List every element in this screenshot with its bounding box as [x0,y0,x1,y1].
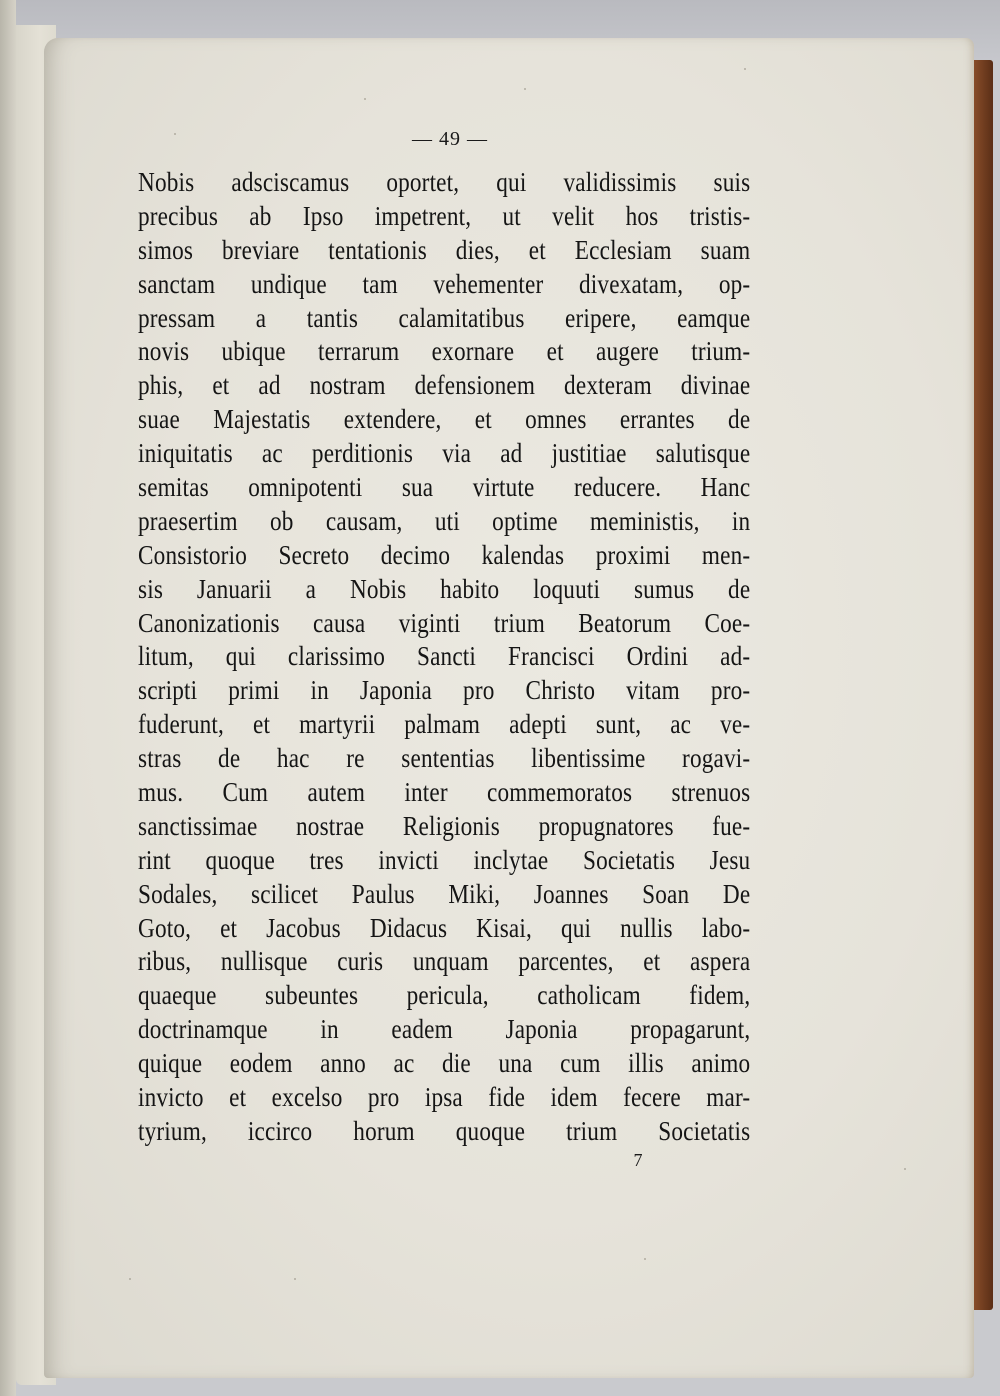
text-line: invicto et excelso pro ipsa fide idem fecere mar- [138,1082,751,1113]
text-line: Canonizationis causa viginti trium Beatorum Coe- [138,607,751,638]
text-line: suae Majestatis extendere, et omnes errantes de [138,404,751,435]
left-page-stack [0,0,16,1396]
text-line: litum, qui clarissimo Sancti Francisci Ordini ad- [138,641,751,672]
text-line: stras de hac re sententias libentissime rogavi- [138,743,751,774]
text-line: sanctissimae nostrae Religionis propugnatores fue- [138,810,751,841]
text-line: Consistorio Secreto decimo kalendas proximi men- [138,539,751,570]
text-line: doctrinamque in eadem Japonia propagarunt, [138,1014,751,1045]
text-line: ribus, nullisque curis unquam parcentes, et aspera [138,946,751,977]
text-line: mus. Cum autem inter commemoratos strenuos [138,777,751,808]
text-line: semitas omnipotenti sua virtute reducere. Hanc [138,472,751,503]
text-line: simos breviare tentationis dies, et Ecclesiam suam [138,234,751,265]
page-number: — 49 — [412,128,488,150]
text-line: fuderunt, et martyrii palmam adepti sunt, ac ve- [138,709,751,740]
text-line: phis, et ad nostram defensionem dexteram divinae [138,370,751,401]
text-line: rint quoque tres invicti inclytae Societatis Jesu [138,844,751,875]
text-line: precibus ab Ipso impetrent, ut velit hos tristis- [138,200,751,231]
text-line: Sodales, scilicet Paulus Miki, Joannes Soan De [138,878,751,909]
text-line: scripti primi in Japonia pro Christo vitam pro- [138,675,751,706]
text-line: Goto, et Jacobus Didacus Kisai, qui nullis labo- [138,912,751,943]
text-line: quique eodem anno ac die una cum illis animo [138,1048,751,1079]
text-line: sis Januarii a Nobis habito loquuti sumus de [138,573,751,604]
body-text [138,166,750,1149]
text-line: Nobis adsciscamus oportet, qui validissimis suis [138,167,751,197]
text-line: tyrium, iccirco horum quoque trium Societatis [138,1115,751,1146]
text-line: pressam a tantis calamitatibus eripere, eamque [138,302,751,333]
text-line: sanctam undique tam vehementer divexatam, op- [138,268,751,299]
text-line: praesertim ob causam, uti optime meministis, in [138,505,751,536]
text-line: quaeque subeuntes pericula, catholicam fidem, [138,980,751,1011]
text-line: iniquitatis ac perditionis via ad justitiae salutisque [138,438,751,469]
text-line: novis ubique terrarum exornare et augere trium- [138,336,751,367]
signature-mark: 7 [633,1150,643,1170]
